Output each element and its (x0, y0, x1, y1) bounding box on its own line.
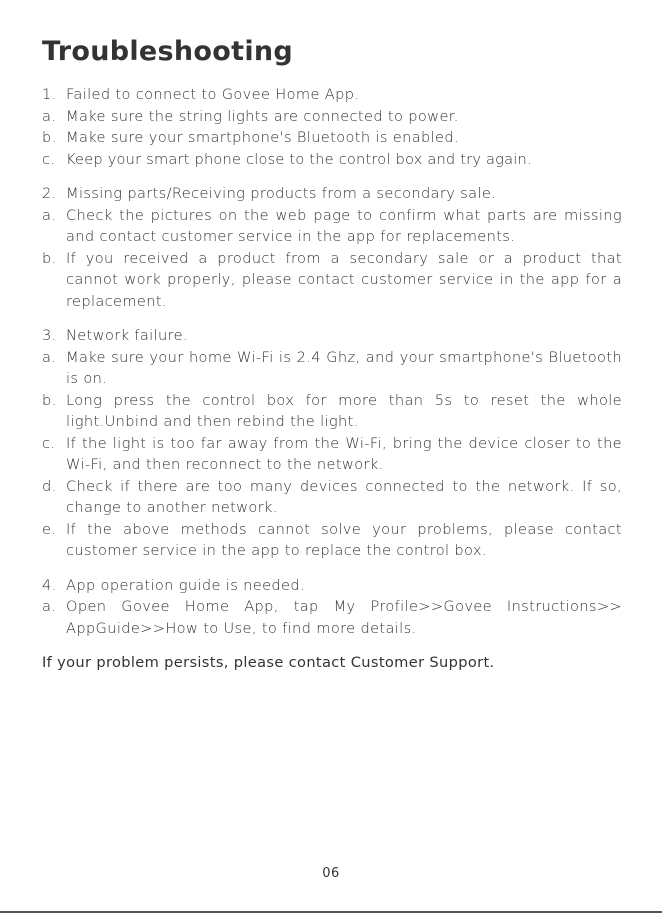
item-text: If the above methods cannot solve your problems, please contact customer service in the app to replace the control box. (66, 520, 622, 559)
support-note: If your problem persists, please contact Customer Support. (42, 654, 495, 671)
item-text: Make sure the string lights are connected to power. (66, 107, 459, 125)
item-marker: a. (42, 598, 57, 615)
list-item (42, 476, 622, 519)
section-heading (42, 575, 622, 597)
item-marker: c. (42, 434, 56, 452)
list-item (42, 433, 622, 476)
list-item (42, 519, 622, 562)
list-item (42, 106, 622, 128)
section-heading-text: Failed to connect to Govee Home App. (66, 86, 360, 103)
section-heading (42, 183, 622, 205)
item-marker: a. (42, 206, 57, 224)
item-text: Keep your smart phone close to the control box and try again. (66, 150, 532, 168)
list-item (42, 205, 622, 248)
section-heading-text: Network failure. (66, 327, 188, 344)
section-number: 2. (42, 185, 57, 202)
section-number: 1. (42, 86, 57, 103)
item-marker: a. (42, 348, 57, 366)
section-heading-text: Missing parts/Receiving products from a secondary sale. (66, 185, 497, 202)
item-text: Check if there are too many devices connected to the network. If so, change to another network. (66, 477, 622, 516)
item-text: If you received a product from a secondary sale or a product that cannot work properly, please contact customer service in the app for a replacement. (66, 249, 622, 310)
item-marker: e. (42, 520, 57, 538)
item-marker: b. (42, 129, 57, 146)
section-missing-parts (42, 183, 622, 312)
list-item (42, 127, 622, 149)
page-title: Troubleshooting (42, 36, 294, 67)
page-number: 06 (322, 866, 340, 881)
item-marker: a. (42, 107, 57, 125)
section-heading (42, 84, 622, 106)
section-network-failure (42, 325, 622, 562)
item-text: If the light is too far away from the Wi-Fi, bring the device closer to the Wi-Fi, and then reconnect to the network. (66, 434, 622, 473)
section-heading-text: App operation guide is needed. (66, 576, 305, 594)
section-connection (42, 84, 622, 170)
item-marker: d. (42, 477, 57, 495)
list-item (42, 248, 622, 313)
troubleshooting-list (42, 84, 622, 674)
list-item (42, 596, 622, 639)
list-item (42, 347, 622, 390)
list-item (42, 149, 622, 171)
bottom-divider (0, 911, 662, 913)
list-item (42, 390, 622, 433)
section-number: 4. (42, 576, 57, 594)
item-text: Make sure your smartphone's Bluetooth is enabled. (66, 129, 459, 146)
section-app-guide (42, 575, 622, 640)
section-number: 3. (42, 327, 57, 344)
section-heading (42, 325, 622, 347)
item-marker: b. (42, 391, 57, 409)
item-marker: b. (42, 249, 57, 267)
item-text: Make sure your home Wi-Fi is 2.4 Ghz, and your smartphone's Bluetooth is on. (66, 348, 622, 387)
item-text: Long press the control box for more than 5s to reset the whole light.Unbind and then rebind the light. (66, 391, 622, 430)
item-marker: c. (42, 150, 56, 168)
item-text: Check the pictures on the web page to confirm what parts are missing and contact customer service in the app for replacements. (66, 206, 622, 245)
item-text: Open Govee Home App, tap My Profile>>Govee Instructions>> AppGuide>>How to Use, to find more details. (66, 598, 622, 637)
